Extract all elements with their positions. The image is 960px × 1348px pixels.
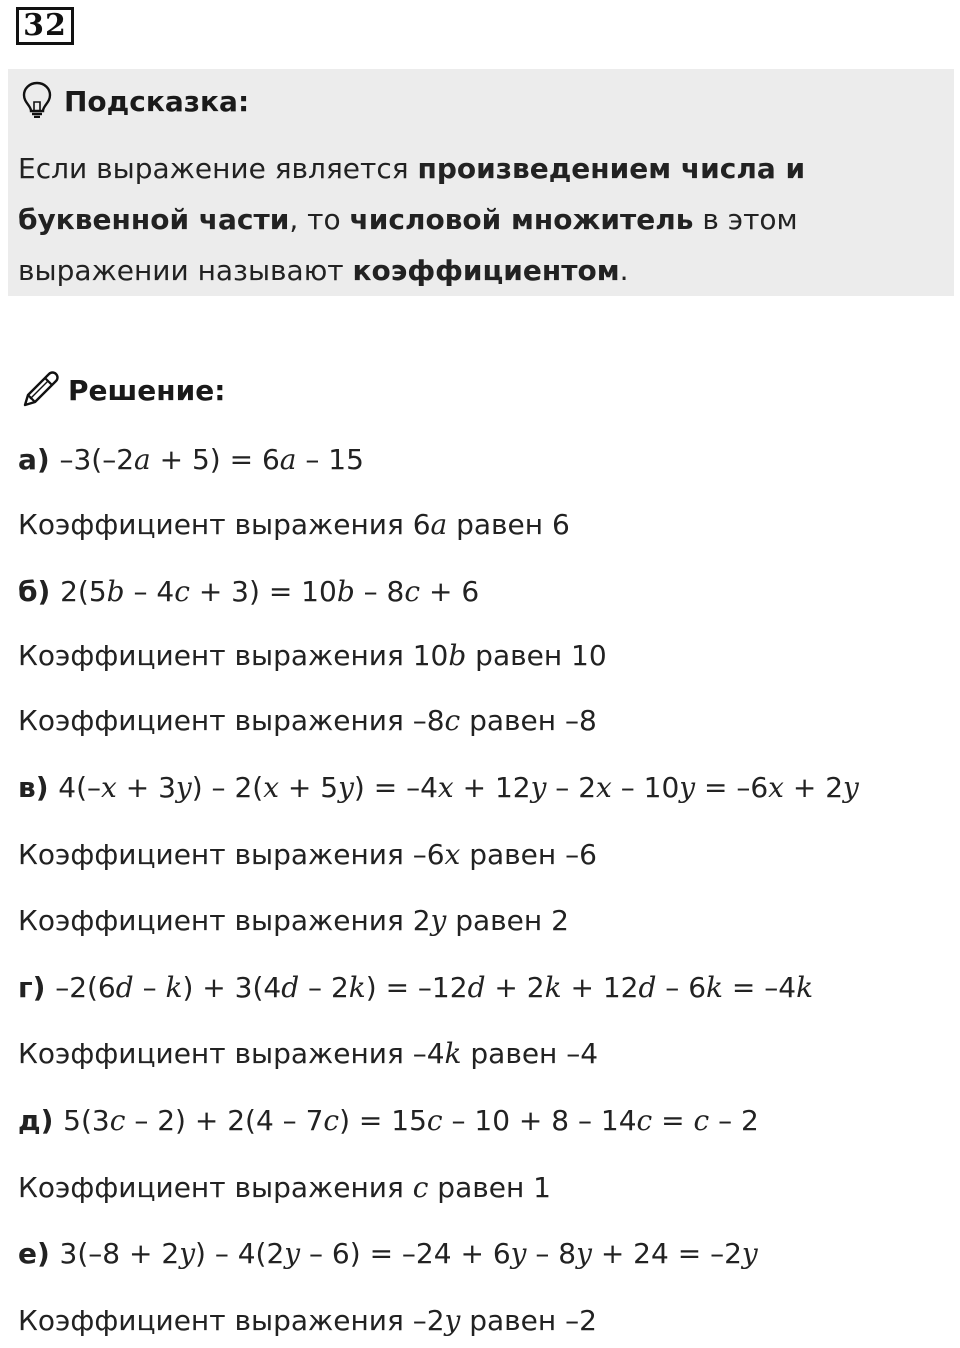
item-label: а) (18, 443, 60, 476)
line-text: Коэффициент выражения –8c равен –8 (18, 704, 597, 737)
hint-text: Если выражение является произведением числа и буквенной части, то числовой множитель в этом выражении называют коэффициентом. (18, 152, 806, 287)
lightbulb-icon (20, 80, 54, 122)
item-label: б) (18, 575, 61, 608)
item-label: в) (18, 771, 59, 804)
item-label: е) (18, 1237, 60, 1270)
item-label: д) (18, 1104, 64, 1137)
coefficient-statement (18, 1301, 597, 1341)
solution-equation (18, 768, 859, 808)
solution-header (18, 366, 225, 414)
coefficient-statement (18, 701, 597, 741)
pencil-icon (18, 365, 64, 415)
line-text: Коэффициент выражения c равен 1 (18, 1171, 551, 1204)
item-label: г) (18, 971, 56, 1004)
coefficient-statement (18, 835, 597, 875)
coefficient-statement (18, 1034, 598, 1074)
line-text: 4(–x + 3y) – 2(x + 5y) = –4x + 12y – 2x – 10y = –6x + 2y (58, 771, 859, 804)
hint-header (20, 81, 249, 121)
solution-equation (18, 968, 813, 1008)
line-text: –2(6d – k) + 3(4d – 2k) = –12d + 2k + 12d – 6k = –4k (55, 971, 814, 1004)
solution-equation (18, 572, 479, 612)
solution-equation (18, 440, 364, 480)
coefficient-statement (18, 636, 607, 676)
problem-number: 32 (16, 7, 74, 45)
line-text: 2(5b – 4c + 3) = 10b – 8c + 6 (60, 575, 480, 608)
line-text: Коэффициент выражения 10b равен 10 (18, 639, 607, 672)
line-text: –3(–2a + 5) = 6a – 15 (59, 443, 364, 476)
line-text: 5(3c – 2) + 2(4 – 7c) = 15c – 10 + 8 – 14c = c – 2 (63, 1104, 759, 1137)
solution-equation (18, 1234, 758, 1274)
line-text: Коэффициент выражения –4k равен –4 (18, 1037, 599, 1070)
coefficient-statement (18, 1168, 551, 1208)
solution-title: Решение: (68, 373, 226, 407)
coefficient-statement (18, 901, 569, 941)
line-text: 3(–8 + 2y) – 4(2y – 6) = –24 + 6y – 8y + 24 = –2y (59, 1237, 758, 1270)
line-text: Коэффициент выражения 6a равен 6 (18, 508, 570, 541)
hint-title: Подсказка: (64, 84, 250, 118)
line-text: Коэффициент выражения –6x равен –6 (18, 838, 597, 871)
line-text: Коэффициент выражения –2y равен –2 (18, 1304, 597, 1337)
hint-box (8, 69, 954, 296)
coefficient-statement (18, 505, 570, 545)
solution-equation (18, 1101, 759, 1141)
line-text: Коэффициент выражения 2y равен 2 (18, 904, 569, 937)
